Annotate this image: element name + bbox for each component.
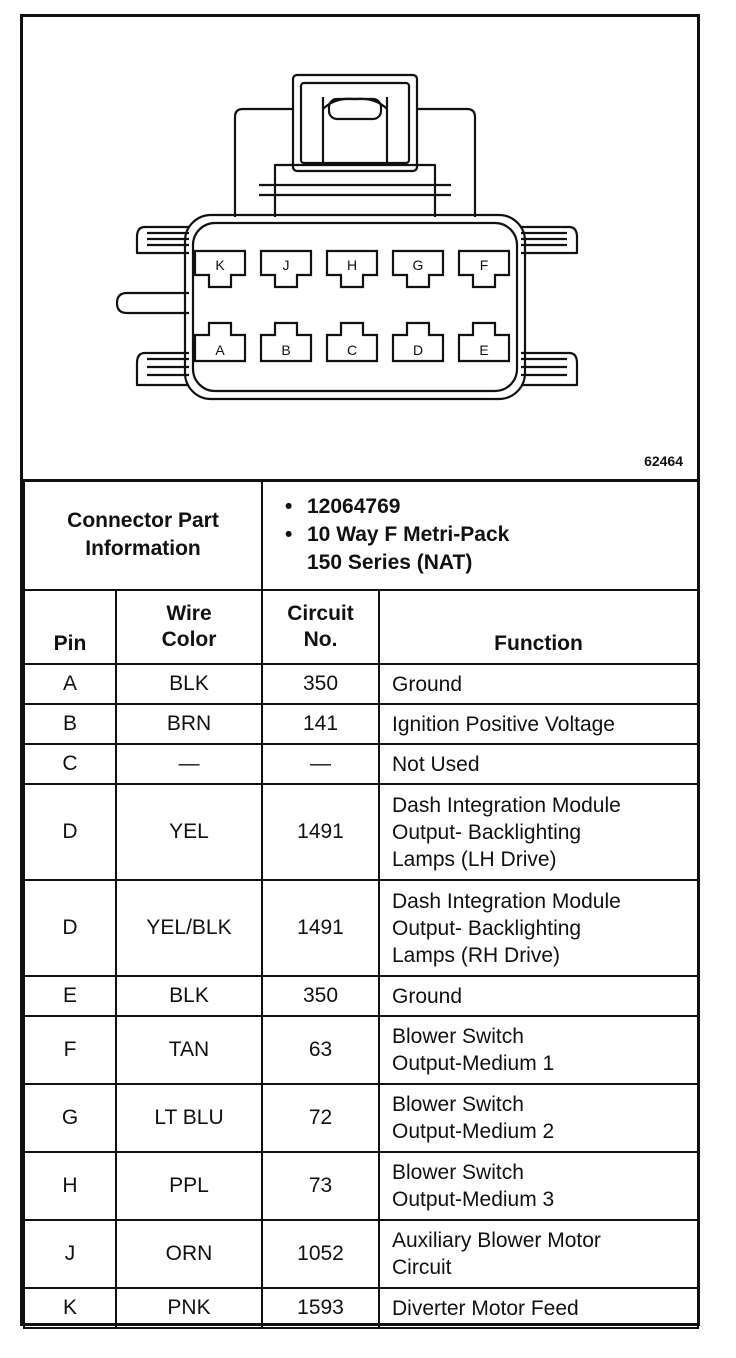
function-cell bbox=[379, 976, 698, 1016]
wire-color-cell: YEL bbox=[116, 784, 262, 880]
wire-color-cell: PPL bbox=[116, 1152, 262, 1220]
connector-info-label-line2: Information bbox=[85, 537, 201, 560]
circuit-cell: 72 bbox=[262, 1084, 379, 1152]
circuit-cell: 63 bbox=[262, 1016, 379, 1084]
wire-color-cell: BLK bbox=[116, 664, 262, 704]
pin-cell: J bbox=[24, 1220, 116, 1288]
header-circuit-no bbox=[262, 590, 379, 664]
function-line: Output-Medium 3 bbox=[392, 1188, 555, 1211]
header-circuit-line1: Circuit bbox=[287, 602, 354, 625]
connector-info-row bbox=[24, 480, 698, 590]
pin-label-e: E bbox=[479, 342, 489, 358]
pin-label-c: C bbox=[346, 342, 358, 358]
header-wire-color bbox=[116, 590, 262, 664]
function-line: Dash Integration Module bbox=[392, 889, 621, 913]
pin-cell: D bbox=[24, 784, 116, 880]
table-row bbox=[24, 1220, 698, 1288]
function-cell bbox=[379, 1288, 698, 1328]
function-line: Output- Backlighting bbox=[392, 916, 582, 940]
wire-color-cell: ORN bbox=[116, 1220, 262, 1288]
connector-description-line2: 150 Series (NAT) bbox=[307, 551, 473, 574]
circuit-cell: 350 bbox=[262, 976, 379, 1016]
pin-label-j: J bbox=[282, 257, 290, 273]
header-function: Function bbox=[379, 590, 698, 664]
pinout-table bbox=[23, 479, 699, 1329]
connector-info-values bbox=[262, 480, 698, 590]
function-line: Diverter Motor Feed bbox=[392, 1296, 579, 1320]
pin-label-b: B bbox=[281, 342, 291, 358]
table-row bbox=[24, 976, 698, 1016]
figure-number: 62464 bbox=[644, 453, 683, 469]
function-cell bbox=[379, 704, 698, 744]
function-cell bbox=[379, 1220, 698, 1288]
function-line: Dash Integration Module bbox=[392, 793, 621, 817]
header-wire-line1: Wire bbox=[166, 602, 212, 625]
pin-cell: A bbox=[24, 664, 116, 704]
function-cell bbox=[379, 1084, 698, 1152]
pin-label-f: F bbox=[479, 257, 489, 273]
connector-diagram bbox=[23, 17, 697, 482]
function-line: Output-Medium 2 bbox=[392, 1120, 555, 1143]
function-cell bbox=[379, 880, 698, 976]
function-cell bbox=[379, 664, 698, 704]
function-line: Blower Switch bbox=[392, 1025, 524, 1048]
function-cell bbox=[379, 784, 698, 880]
function-line: Blower Switch bbox=[392, 1161, 524, 1184]
pin-cell: K bbox=[24, 1288, 116, 1328]
pin-cell: C bbox=[24, 744, 116, 784]
circuit-cell: 73 bbox=[262, 1152, 379, 1220]
function-line: Blower Switch bbox=[392, 1093, 524, 1116]
pin-cell: H bbox=[24, 1152, 116, 1220]
wire-color-cell: PNK bbox=[116, 1288, 262, 1328]
function-line: Output- Backlighting bbox=[392, 820, 582, 844]
table-header-row bbox=[24, 590, 698, 664]
function-line: Ground bbox=[392, 984, 463, 1008]
wire-color-cell: TAN bbox=[116, 1016, 262, 1084]
connector-info-label bbox=[24, 480, 262, 590]
header-pin: Pin bbox=[24, 590, 116, 664]
table-row bbox=[24, 1288, 698, 1328]
pin-label-d: D bbox=[412, 342, 424, 358]
table-row bbox=[24, 1152, 698, 1220]
table-row bbox=[24, 784, 698, 880]
circuit-cell: 1491 bbox=[262, 880, 379, 976]
table-row bbox=[24, 1016, 698, 1084]
connector-drawing bbox=[23, 17, 697, 479]
wire-color-cell: — bbox=[116, 744, 262, 784]
table-row bbox=[24, 744, 698, 784]
circuit-cell: — bbox=[262, 744, 379, 784]
document-frame bbox=[20, 14, 700, 1326]
function-line: Auxiliary Blower Motor bbox=[392, 1229, 601, 1252]
pin-cell: E bbox=[24, 976, 116, 1016]
header-circuit-line2: No. bbox=[303, 628, 338, 651]
table-row bbox=[24, 704, 698, 744]
table-row bbox=[24, 880, 698, 976]
function-cell bbox=[379, 1016, 698, 1084]
pin-label-a: A bbox=[215, 342, 225, 358]
pin-label-g: G bbox=[412, 257, 424, 273]
pin-cell: B bbox=[24, 704, 116, 744]
pin-cell: D bbox=[24, 880, 116, 976]
circuit-cell: 350 bbox=[262, 664, 379, 704]
connector-info-label-line1: Connector Part bbox=[67, 509, 219, 532]
pin-cell: F bbox=[24, 1016, 116, 1084]
header-wire-line2: Color bbox=[161, 628, 217, 651]
circuit-cell: 1593 bbox=[262, 1288, 379, 1328]
wire-color-cell: YEL/BLK bbox=[116, 880, 262, 976]
function-line: Circuit bbox=[392, 1256, 452, 1279]
function-line: Not Used bbox=[392, 752, 480, 776]
connector-description-line1: • 10 Way F Metri-Pack bbox=[307, 521, 697, 549]
circuit-cell: 1491 bbox=[262, 784, 379, 880]
circuit-cell: 1052 bbox=[262, 1220, 379, 1288]
pin-label-k: K bbox=[215, 257, 225, 273]
function-line: Lamps (RH Drive) bbox=[392, 943, 561, 967]
wire-color-cell: BLK bbox=[116, 976, 262, 1016]
table-row bbox=[24, 664, 698, 704]
function-cell bbox=[379, 744, 698, 784]
table-row bbox=[24, 1084, 698, 1152]
circuit-cell: 141 bbox=[262, 704, 379, 744]
function-line: Ground bbox=[392, 672, 463, 696]
pin-label-h: H bbox=[346, 257, 358, 273]
part-number: • 12064769 bbox=[307, 493, 697, 521]
function-line: Output-Medium 1 bbox=[392, 1052, 555, 1075]
function-line: Lamps (LH Drive) bbox=[392, 847, 557, 871]
pin-cell: G bbox=[24, 1084, 116, 1152]
wire-color-cell: LT BLU bbox=[116, 1084, 262, 1152]
function-line: Ignition Positive Voltage bbox=[392, 712, 615, 736]
function-cell bbox=[379, 1152, 698, 1220]
wire-color-cell: BRN bbox=[116, 704, 262, 744]
